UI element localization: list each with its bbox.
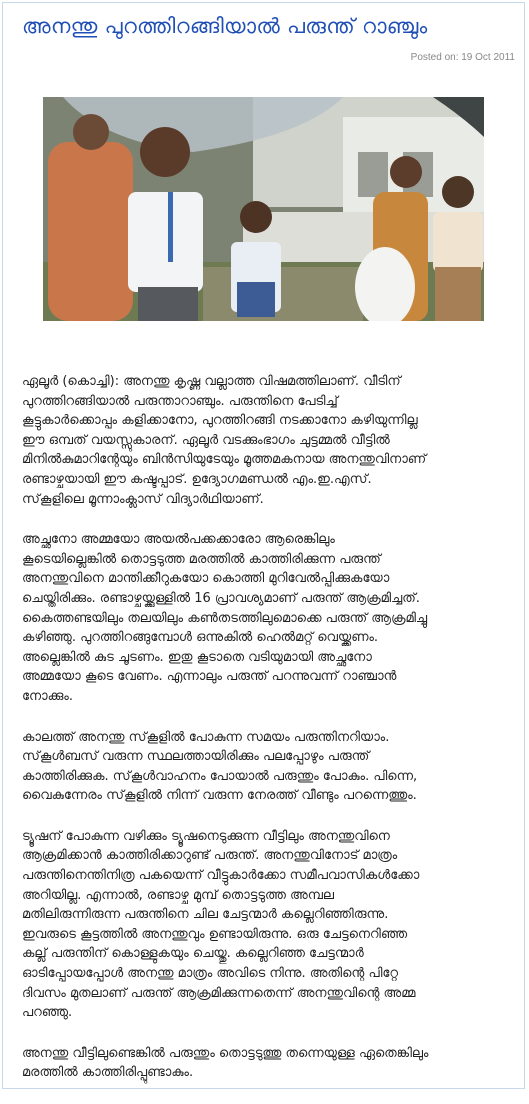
article-photo [43, 97, 484, 321]
posted-date: Posted on: 19 Oct 2011 [410, 52, 515, 63]
article-body [22, 372, 522, 1104]
paragraph: ട്യൂഷന് പോകുന്ന വഴിക്കും ട്യൂഷനെടുക്കുന്ന വീട്ടിലും അനന്തുവിനെ ആക്രമിക്കാന്‍ കാത്തിരിക്കാറുണ്ട് പരുന്ത്. അനന്തുവിനോട് മാത്രം പരുന്തിനെന്തിനിത്ര പകയെന്ന് വീട്ടുകാര്‍ക്കോ സമീപവാസികള്‍ക്കോ അറിയില്ല. എന്നാല്‍, രണ്ടാഴ്ച മുമ്പ് തൊട്ടടുത്ത അമ്പല മതിലിരുന്നിരുന്ന പരുന്തിനെ ചില ചേട്ടന്മാര്‍ കല്ലെറിഞ്ഞിരുന്നു. ഇവരുടെ കൂട്ടത്തില്‍ അനന്തുവും ഉണ്ടായിരുന്നു. ഒരു ചേട്ടനെറിഞ്ഞ കല്ല് പരുന്തിന് കൊള്ളുകയും ചെയ്തു. കല്ലെറിഞ്ഞ ചേട്ടന്മാര്‍ ഓടിപ്പോയപ്പോള്‍ അനന്തു മാത്രം അവിടെ നിന്നു. അതിന്റെ പിറ്റേ ദിവസം മുതലാണ് പരുന്ത് ആക്രമിക്കുന്നതെന്ന് അനന്തുവിന്റെ അമ്മ പറഞ്ഞു. [22, 828, 420, 1021]
article-title: അനന്തു പുറത്തിറങ്ങിയാല്‍ പരുന്ത് റാഞ്ചും [22, 14, 428, 38]
paragraph: കാലത്ത് അനന്തു സ്‌കൂളില്‍ പോകുന്ന സമയം പരുന്തിനറിയാം. സ്‌കൂള്‍ബസ് വരുന്ന സ്ഥലത്തായിരിക്കും പലപ്പോഴും പരുന്ത് കാത്തിരിക്കുക. സ്‌കൂള്‍വാഹനം പോയാല്‍ പരുന്തും പോകും. പിന്നെ, വൈകുന്നേരം സ്‌കൂളില്‍ നിന്ന് വരുന്ന നേരത്ത് വീണ്ടും പറന്നെത്തും. [22, 729, 418, 804]
paragraph: അനന്തു വീട്ടിലുണ്ടെങ്കില്‍ പരുന്തും തൊട്ടടുത്തു തന്നെയുള്ള ഏതെങ്കിലും മരത്തില്‍ കാത്തിരിപ്പുണ്ടാകും. [22, 1045, 429, 1081]
paragraph: ഏലൂര്‍ (കൊച്ചി): അനന്തു കൃഷ്ണ വല്ലാത്ത വിഷമത്തിലാണ്. വീടിന് പുറത്തിറങ്ങിയാല്‍ പരുന്താറാഞ്ചും. പരുന്തിനെ പേടിച്ച് കൂട്ടുകാര്‍ക്കൊപ്പം കളിക്കാനോ, പുറത്തിറങ്ങി നടക്കാനോ കഴിയുന്നില്ല ഈ ഒമ്പത് വയസ്സുകാരന്. ഏലൂര്‍ വടക്കുംഭാഗം ചുട്ടമ്മല്‍ വീട്ടില്‍ മിനില്‍കുമാറിന്റേയും ബിന്‍സിയുടേയും മൂത്തമകനായ അനന്തുവിനാണ് രണ്ടാഴ്ചയായി ഈ കഷ്ടപ്പാട്. ഉദ്യോഗമണ്ഡല്‍ എം.ഇ.എസ്. സ്‌കൂളിലെ മൂന്നാംക്ലാസ് വിദ്യാര്‍ഥിയാണ്. [22, 374, 427, 507]
paragraph: അച്ഛനോ അമ്മയോ അയല്‍പക്കക്കാരോ ആരെങ്കിലും കൂടെയില്ലെങ്കില്‍ തൊട്ടടുത്ത മരത്തില്‍ കാത്തിരിക്കുന്ന പരുന്ത് അനന്തുവിനെ മാന്തിക്കീറുകയോ കൊത്തി മുറിവേല്‍പ്പിക്കുകയോ ചെയ്തിരിക്കും. രണ്ടാഴ്ചയ്ക്കുള്ളില്‍ 16 പ്രാവശ്യമാണ് പരുന്ത് ആക്രമിച്ചത്. കൈത്തണ്ടയിലും തലയിലും കണ്‍തടത്തിലുമൊക്കെ പരുന്ത് ആക്രമിച്ചു കഴിഞ്ഞു. പുറത്തിറങ്ങുമ്പോള്‍ ഒന്നുകില്‍ ഹെല്‍മറ്റ് വെയ്ക്കണം. അല്ലെങ്കില്‍ കുട ചൂടണം. ഇതു കൂടാതെ വടിയുമായി അച്ഛനോ അമ്മയോ കൂടെ വേണം. എന്നാലും പരുന്ത് പറന്നുവന്ന് റാഞ്ചാന്‍ നോക്കും. [22, 532, 428, 704]
